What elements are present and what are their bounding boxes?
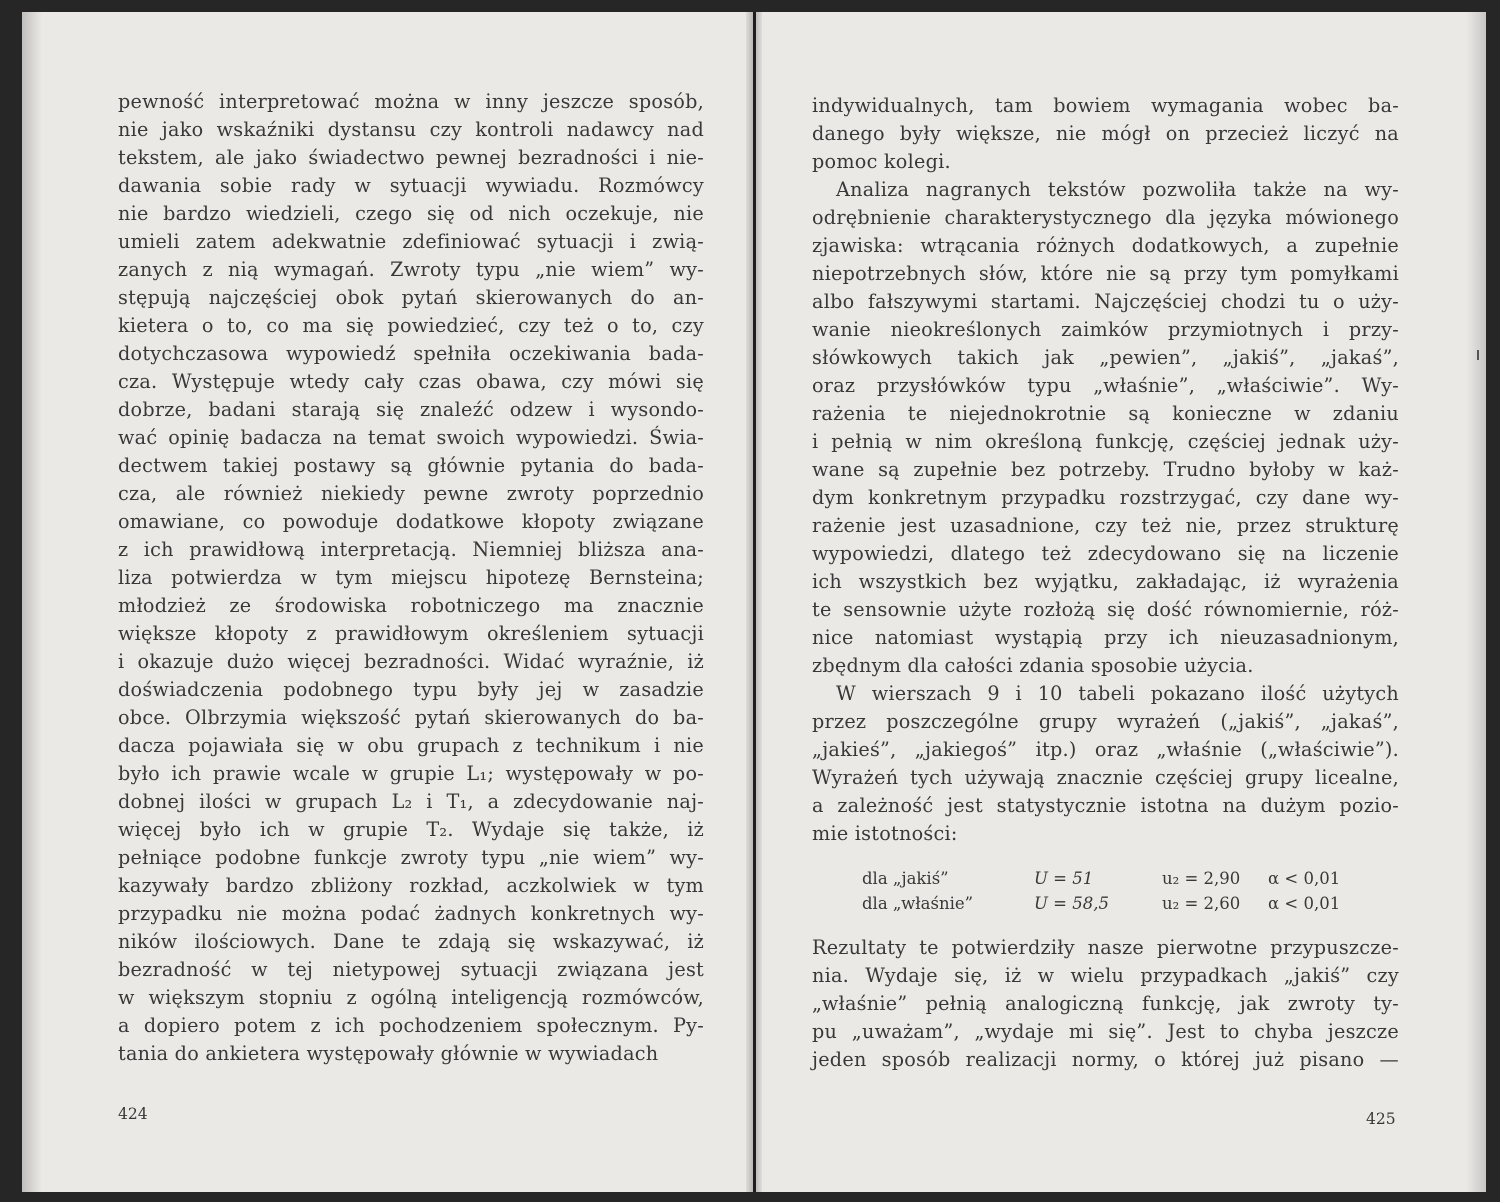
text-line: pomoc kolegi. — [812, 150, 951, 173]
text-line: bezradność w tej nietypowej sytuacji związana jest — [118, 958, 704, 981]
text-line: niepotrzebnych słów, które nie są przy tym pomyłkami — [812, 262, 1399, 285]
left-page-edge-shadow — [22, 12, 42, 1192]
text-line: rażenie jest uzasadnione, czy też nie, przez strukturę — [812, 514, 1399, 537]
text-line: nie bardzo wiedzieli, czego się od nich oczekuje, nie — [118, 202, 704, 225]
text-line: a dopiero potem z ich pochodzeniem społecznym. Py- — [118, 1014, 704, 1037]
text-line: dobnej ilości w grupach L₂ i T₁, a zdecydowanie naj- — [118, 790, 704, 813]
text-line: wanie nieokreślonych zaimków przymiotnych i przy- — [812, 318, 1399, 341]
text-line: pewność interpretować można w inny jeszcze sposób, — [118, 90, 704, 113]
text-line: umieli zatem adekwatnie zdefiniować sytuacji i zwią- — [118, 230, 704, 253]
text-line: zbędnym dla całości zdania sposobie użycia. — [812, 654, 1254, 677]
text-line: Wyrażeń tych używają znacznie częściej grupy licealne, — [812, 766, 1399, 789]
book-gutter — [746, 12, 762, 1192]
text-line: ich wszystkich bez wyjątku, zakładając, iż wyrażenia — [812, 570, 1399, 593]
text-line: oraz przysłówków typu „właśnie”, „właściwie”. Wy- — [812, 374, 1399, 397]
text-line: ników ilościowych. Dane te zdają się wskazywać, iż — [118, 930, 704, 953]
text-line: danego były większe, nie mógł on przecież liczyć na — [812, 122, 1399, 145]
text-line: kazywały bardzo zbliżony rozkład, aczkolwiek w tym — [118, 874, 704, 897]
text-line: dacza pojawiała się w obu grupach z technikum i nie — [118, 734, 704, 757]
text-line: młodzież ze środowiska robotniczego ma znacznie — [118, 594, 704, 617]
text-line: te sensownie użyte rozłożą się dość równomiernie, róż- — [812, 598, 1399, 621]
formula-row-jakis — [862, 866, 1352, 891]
text-line: „jakieś”, „jakiegoś” itp.) oraz „właśnie („właściwie”). — [812, 738, 1399, 761]
text-line: i okazuje dużo więcej bezradności. Widać wyraźnie, iż — [118, 650, 704, 673]
text-line: omawiane, co powoduje dodatkowe kłopoty związane — [118, 510, 704, 533]
formula-u-value: U = 58,5 — [1034, 894, 1109, 913]
text-line: kietera o to, co ma się powiedzieć, czy też o to, czy — [118, 314, 704, 337]
formula-uz-value: u₂ = 2,60 — [1162, 894, 1241, 913]
text-line: Analiza nagranych tekstów pozwoliła także na wy- — [836, 178, 1399, 201]
text-line: albo fałszywymi startami. Najczęściej chodzi tu o uży- — [812, 290, 1399, 313]
text-line: indywidualnych, tam bowiem wymagania wobec ba- — [812, 94, 1399, 117]
text-line: jeden sposób realizacji normy, o której już pisano — — [812, 1048, 1399, 1071]
text-line: wypowiedzi, dlatego też zdecydowano się na liczenie — [812, 542, 1399, 565]
text-line: a zależność jest statystycznie istotna na dużym pozio- — [812, 794, 1399, 817]
left-page-text — [118, 88, 704, 1068]
right-page-text — [812, 92, 1399, 848]
text-line: pu „uważam”, „wydaje mi się”. Jest to chyba jeszcze — [812, 1020, 1399, 1043]
text-line: stępują najczęściej obok pytań skierowanych do an- — [118, 286, 704, 309]
formula-uz-value: u₂ = 2,90 — [1162, 869, 1241, 888]
formula-label: dla „jakiś” — [862, 869, 949, 888]
text-line: liza potwierdza w tym miejscu hipotezę Bernsteina; — [118, 566, 704, 589]
formula-alpha-value: α < 0,01 — [1268, 894, 1341, 913]
text-line: doświadczenia podobnego typu były jej w zasadzie — [118, 678, 704, 701]
text-line: było ich prawie wcale w grupie L₁; występowały w po- — [118, 762, 704, 785]
page-number-right: 425 — [1366, 1110, 1396, 1128]
formula-row-wlasnie — [862, 891, 1352, 916]
text-line: większe kłopoty z prawidłowym określeniem sytuacji — [118, 622, 704, 645]
text-line: cza, ale również niekiedy pewne zwroty poprzednio — [118, 482, 704, 505]
text-line: odrębnienie charakterystycznego dla języka mówionego — [812, 206, 1399, 229]
text-line: wać opinię badacza na temat swoich wypowiedzi. Świa- — [118, 426, 704, 449]
text-line: nice natomiast wystąpią przy ich nieuzasadnionym, — [812, 626, 1399, 649]
text-line: w większym stopniu z ogólną inteligencją rozmówców, — [118, 986, 704, 1009]
formula-label: dla „właśnie” — [862, 894, 974, 913]
margin-mark — [1477, 350, 1479, 360]
text-line: przez poszczególne grupy wyrażeń („jakiś”, „jakaś”, — [812, 710, 1399, 733]
right-page-text-continued — [812, 934, 1399, 1074]
text-line: i pełnią w nim określoną funkcję, częściej jednak uży- — [812, 430, 1399, 453]
text-line: pełniące podobne funkcje zwroty typu „nie wiem” wy- — [118, 846, 704, 869]
text-line: „właśnie” pełnią analogiczną funkcję, jak zwroty ty- — [812, 992, 1399, 1015]
text-line: zjawiska: wtrącania różnych dodatkowych, a zupełnie — [812, 234, 1399, 257]
text-line: tania do ankietera występowały głównie w wywiadach — [118, 1042, 659, 1065]
text-line: dobrze, badani starają się znaleźć odzew i wysondo- — [118, 398, 704, 421]
text-line: nie jako wskaźniki dystansu czy kontroli nadawcy nad — [118, 118, 704, 141]
right-page-edge-shadow — [1466, 12, 1486, 1192]
text-line: przypadku nie można podać żadnych konkretnych wy- — [118, 902, 704, 925]
text-line: z ich prawidłową interpretacją. Niemniej bliższa ana- — [118, 538, 704, 561]
text-line: dym konkretnym przypadku rozstrzygać, czy dane wy- — [812, 486, 1399, 509]
text-line: wane są zupełnie bez potrzeby. Trudno byłoby w każ- — [812, 458, 1399, 481]
text-line: nia. Wydaje się, iż w wielu przypadkach „jakiś” czy — [812, 964, 1399, 987]
text-line: Rezultaty te potwierdziły nasze pierwotne przypuszcze- — [812, 936, 1399, 959]
statistics-formula-block — [862, 866, 1352, 916]
text-line: tekstem, ale jako świadectwo pewnej bezradności i nie- — [118, 146, 704, 169]
formula-u-value: U = 51 — [1034, 869, 1094, 888]
text-line: zanych z nią wymagań. Zwroty typu „nie wiem” wy- — [118, 258, 704, 281]
text-line: dotychczasowa wypowiedź spełniła oczekiwania bada- — [118, 342, 704, 365]
text-line: W wierszach 9 i 10 tabeli pokazano ilość użytych — [836, 682, 1399, 705]
formula-alpha-value: α < 0,01 — [1268, 869, 1341, 888]
text-line: dawania sobie rady w sytuacji wywiadu. Rozmówcy — [118, 174, 704, 197]
text-line: mie istotności: — [812, 822, 958, 845]
page-number-left: 424 — [118, 1105, 148, 1123]
text-line: rażenia te niejednokrotnie są konieczne w zdaniu — [812, 402, 1399, 425]
text-line: więcej było ich w grupie T₂. Wydaje się także, iż — [118, 818, 704, 841]
text-line: obce. Olbrzymia większość pytań skierowanych do ba- — [118, 706, 704, 729]
text-line: słówkowych takich jak „pewien”, „jakiś”, „jakaś”, — [812, 346, 1399, 369]
text-line: cza. Występuje wtedy cały czas obawa, czy mówi się — [118, 370, 704, 393]
text-line: dectwem takiej postawy są głównie pytania do bada- — [118, 454, 704, 477]
